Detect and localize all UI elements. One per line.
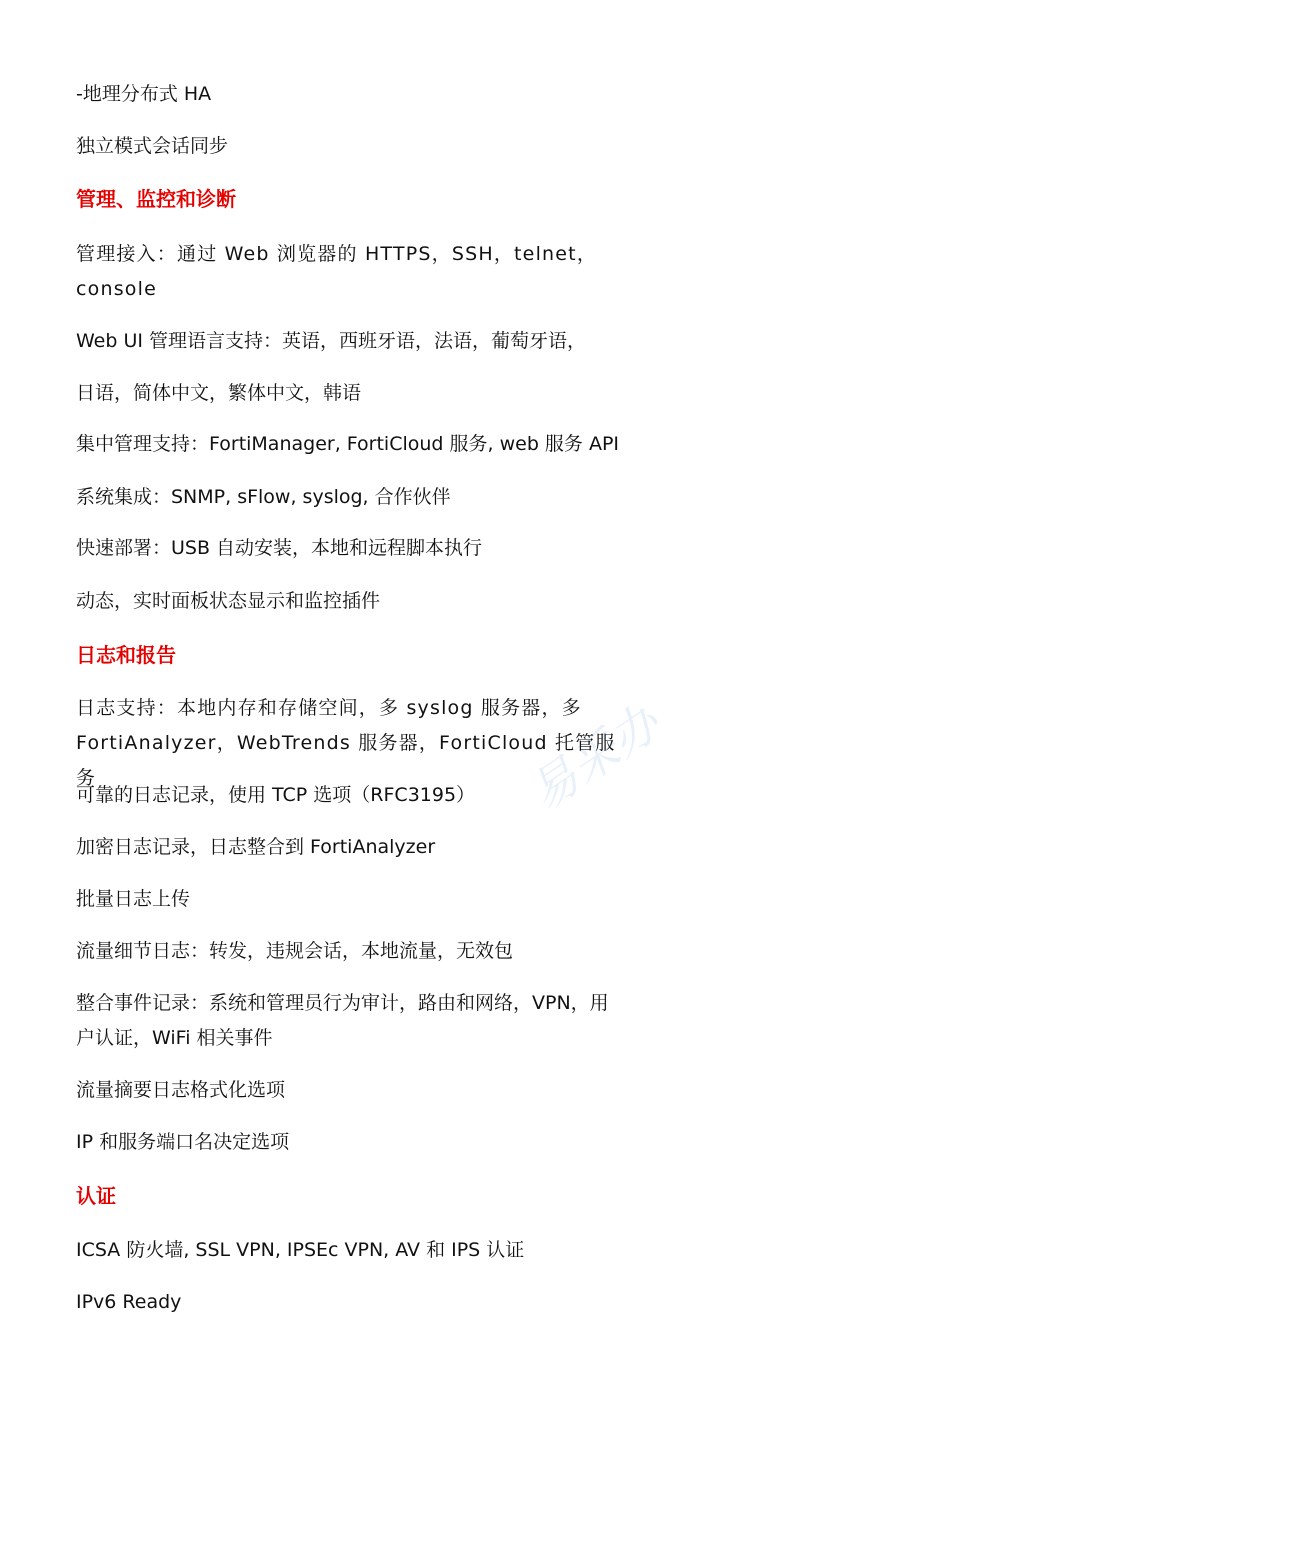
log-line-port-names: IP 和服务端口名决定选项 [76,1131,290,1153]
section-heading-logging: 日志和报告 [76,643,176,667]
mgmt-line-dashboard: 动态，实时面板状态显示和监控插件 [76,590,381,612]
cert-line-icsa: ICSA 防火墙, SSL VPN, IPSEc VPN, AV 和 IPS 认证 [76,1239,525,1261]
mgmt-line-central: 集中管理支持：FortiManager, FortiCloud 服务, web 服务 API [76,433,620,455]
cert-line-ipv6: IPv6 Ready [76,1291,182,1313]
mgmt-line-languages-1: Web UI 管理语言支持：英语，西班牙语，法语，葡萄牙语， [76,330,587,352]
log-line-reliable: 可靠的日志记录，使用 TCP 选项（RFC3195） [76,784,476,806]
log-line-traffic-detail: 流量细节日志：转发，违规会话，本地流量，无效包 [76,940,514,962]
log-line-batch: 批量日志上传 [76,888,191,910]
section-heading-management: 管理、监控和诊断 [76,187,236,211]
log-line-summary: 流量摘要日志格式化选项 [76,1079,286,1101]
log-line-support: 日志支持：本地内存和存储空间，多 syslog 服务器，多 FortiAnalyzer，WebTrends 服务器，FortiCloud 托管服务 [76,697,616,789]
mgmt-line-integration: 系统集成：SNMP, sFlow, syslog, 合作伙伴 [76,486,451,508]
section-heading-certification: 认证 [76,1184,116,1208]
log-line-events: 整合事件记录：系统和管理员行为审计，路由和网络，VPN，用户认证，WiFi 相关事件 [76,992,609,1049]
mgmt-line-deploy: 快速部署：USB 自动安装，本地和远程脚本执行 [76,537,483,559]
log-line-encrypted: 加密日志记录，日志整合到 FortiAnalyzer [76,836,436,858]
ha-line-geo: -地理分布式 HA [76,83,212,105]
ha-line-session-sync: 独立模式会话同步 [76,135,229,157]
mgmt-line-languages-2: 日语，简体中文，繁体中文，韩语 [76,382,362,404]
mgmt-line-access: 管理接入：通过 Web 浏览器的 HTTPS，SSH，telnet，console [76,243,598,300]
watermark: 易采办 [519,694,670,822]
